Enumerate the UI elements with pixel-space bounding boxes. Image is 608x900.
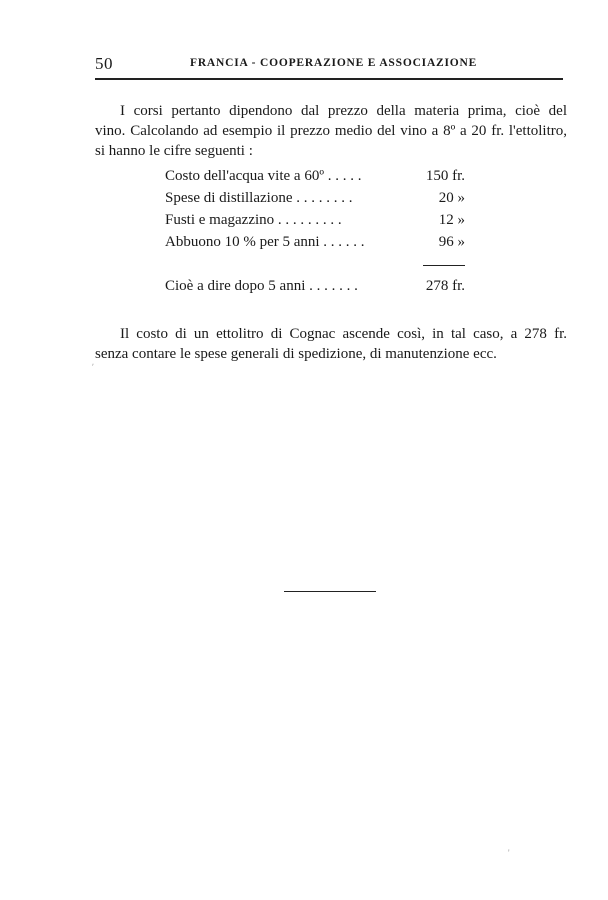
ink-speck: ': [508, 848, 510, 858]
total-value: 278 fr.: [425, 278, 465, 294]
total-row: [165, 278, 465, 300]
intro-paragraph: [95, 101, 567, 161]
cost-label: Abbuono 10 % per 5 anni . . . . . .: [165, 234, 365, 250]
cost-row: [165, 190, 465, 212]
cost-label: Costo dell'acqua vite a 60º . . . . .: [165, 168, 362, 184]
cost-row: [165, 168, 465, 190]
sum-rule: [423, 265, 465, 266]
total-label: Cioè a dire dopo 5 anni . . . . . . .: [165, 278, 358, 294]
page-number: 50: [95, 54, 113, 73]
intro-line: si hanno le cifre seguenti :: [95, 143, 253, 159]
cost-row: [165, 212, 465, 234]
running-head: [95, 52, 563, 80]
running-title: FRANCIA - COOPERAZIONE E ASSOCIAZIONE: [190, 57, 478, 69]
cost-value: 12 »: [438, 212, 465, 228]
cost-row: [165, 234, 465, 256]
cost-value: 96 »: [438, 234, 465, 250]
cost-label: Fusti e magazzino . . . . . . . . .: [165, 212, 342, 228]
conclusion-line: Il costo di un ettolitro di Cognac ascende così, in tal caso, a 278 fr.: [120, 326, 567, 342]
conclusion-paragraph: [95, 324, 567, 364]
intro-line: I corsi pertanto dipendono dal prezzo della materia prima, cioè del: [120, 103, 567, 119]
cost-value: 20 »: [438, 190, 465, 206]
cost-label: Spese di distillazione . . . . . . . .: [165, 190, 353, 206]
ink-speck: ʹ: [92, 362, 94, 372]
end-rule: [284, 591, 376, 592]
conclusion-line: senza contare le spese generali di spedizione, di manutenzione ecc.: [95, 346, 497, 362]
intro-line: vino. Calcolando ad esempio il prezzo medio del vino a 8º a 20 fr. l'ettolitro,: [95, 123, 567, 139]
cost-value: 150 fr.: [425, 168, 465, 184]
